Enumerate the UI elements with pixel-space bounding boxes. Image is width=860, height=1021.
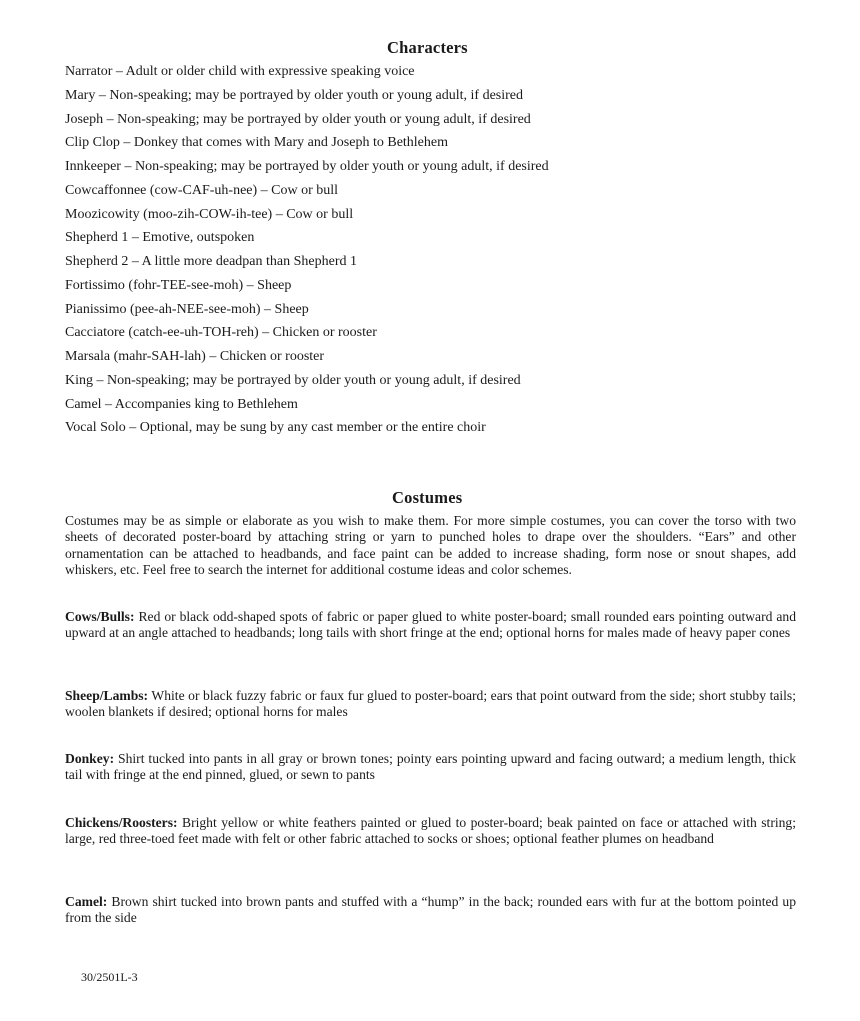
list-item: Fortissimo (fohr-TEE-see-moh) – Sheep <box>65 277 292 293</box>
costume-label: Chickens/Roosters: <box>65 815 178 830</box>
costume-description: Brown shirt tucked into brown pants and stuffed with a “hump” in the back; rounded ears with fur at the bottom pointed up from the side <box>65 894 796 926</box>
list-item: Marsala (mahr-SAH-lah) – Chicken or rooster <box>65 349 325 364</box>
costume-description: Red or black odd-shaped spots of fabric or paper glued to white poster-board; small rounded ears pointing outward and upward at an angle attached to headbands; long tails with short fringe at the end; optional horns for males made of heavy paper cones <box>65 609 796 641</box>
list-item: Pianissimo (pee-ah-NEE-see-moh) – Sheep <box>65 301 309 317</box>
list-item: Clip Clop – Donkey that comes with Mary and Joseph to Bethlehem <box>65 135 449 151</box>
character-list <box>65 62 805 442</box>
list-item: Camel – Accompanies king to Bethlehem <box>65 396 298 412</box>
list-item: Joseph – Non-speaking; may be portrayed by older youth or young adult, if desired <box>65 111 531 127</box>
costume-donkey <box>65 751 796 784</box>
costume-description: Shirt tucked into pants in all gray or brown tones; pointy ears pointing upward and facing outward; a medium length, thick tail with fringe at the end pinned, glued, or sewn to pants <box>65 751 796 783</box>
costume-chickens <box>65 815 796 848</box>
list-item: Mary – Non-speaking; may be portrayed by older youth or young adult, if desired <box>65 87 524 103</box>
costume-sheep <box>65 688 796 721</box>
costume-description: White or black fuzzy fabric or faux fur glued to poster-board; ears that point outward from the side; short stubby tails; woolen blankets if desired; optional horns for males <box>65 688 796 720</box>
list-item: Shepherd 2 – A little more deadpan than Shepherd 1 <box>65 254 357 269</box>
list-item: Vocal Solo – Optional, may be sung by any cast member or the entire choir <box>65 420 486 436</box>
list-item: Cacciatore (catch-ee-uh-TOH-reh) – Chicken or rooster <box>65 325 377 341</box>
costumes-intro: Costumes may be as simple or elaborate as you wish to make them. For more simple costumes, you can cover the torso with two sheets of decorated poster-board by attaching string or yarn to punched holes to drape over the shoulders. “Ears” and other ornamentation can be attached to headbands, and face paint can be added to increase shading, form nose or snout shapes, add whiskers, etc. Feel free to search the internet for additional costume ideas and color schemes. <box>65 513 796 578</box>
costume-label: Donkey: <box>65 751 115 766</box>
costume-description: Bright yellow or white feathers painted or glued to poster-board; beak painted on face or attached with string; large, red three-toed feet made with felt or other fabric attached to socks or shoes; optional feather plumes on headband <box>65 815 797 847</box>
list-item: Moozicowity (moo-zih-COW-ih-tee) – Cow or bull <box>65 206 354 222</box>
list-item: Innkeeper – Non-speaking; may be portrayed by older youth or young adult, if desired <box>65 159 549 174</box>
costume-camel <box>65 894 796 927</box>
list-item: Shepherd 1 – Emotive, outspoken <box>65 230 255 246</box>
costumes-heading: Costumes <box>392 488 463 507</box>
page-footer-code: 30/2501L-3 <box>81 970 138 984</box>
characters-heading: Characters <box>387 38 468 57</box>
costume-label: Camel: <box>65 894 108 909</box>
costume-label: Cows/Bulls: <box>65 609 135 624</box>
costume-label: Sheep/Lambs: <box>65 688 149 703</box>
list-item: Cowcaffonnee (cow-CAF-uh-nee) – Cow or bull <box>65 182 339 198</box>
list-item: King – Non-speaking; may be portrayed by older youth or young adult, if desired <box>65 372 521 388</box>
list-item: Narrator – Adult or older child with expressive speaking voice <box>65 64 415 79</box>
costume-cows <box>65 609 796 642</box>
